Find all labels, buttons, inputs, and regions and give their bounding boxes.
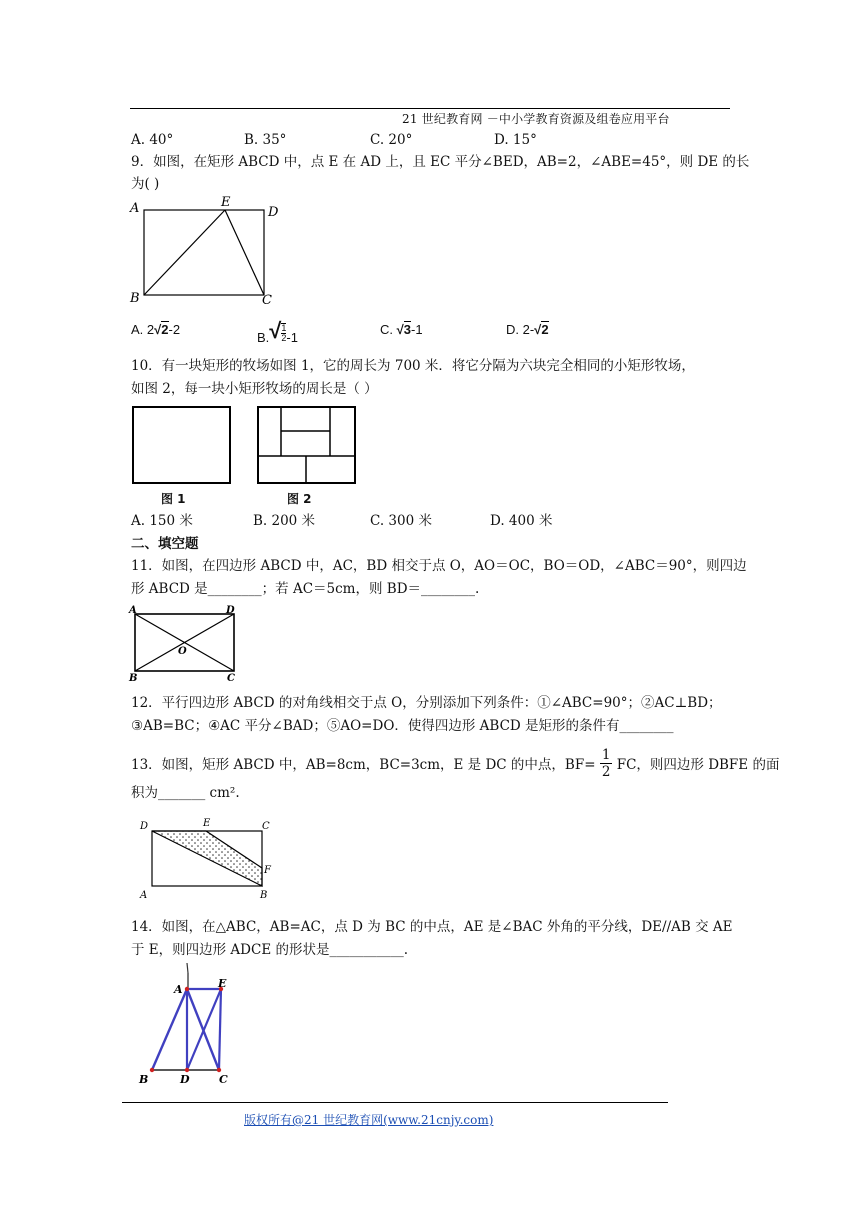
q10-option-b: B. 200 米: [253, 513, 316, 529]
sqrt-icon: √: [154, 322, 162, 337]
q9-option-c-tail: -1: [411, 322, 423, 337]
q9-option-d-prefix: D. 2-: [506, 322, 535, 337]
q11-label-c: C: [227, 673, 235, 683]
q9-label-a: A: [130, 201, 140, 216]
q13-text-part1: 13．如图，矩形 ABCD 中，AB=8cm，BC=3cm，E 是 DC 的中点，BF=: [131, 757, 596, 773]
q10-option-d: D. 400 米: [490, 513, 553, 529]
q13-figure-rectangle: [136, 814, 276, 900]
q10-option-c: C. 300 米: [370, 513, 432, 529]
q8-option-a: A. 40°: [131, 132, 174, 148]
q8-option-d: D. 15°: [494, 132, 537, 148]
q11-label-o: O: [178, 646, 187, 657]
q13-label-a: A: [140, 890, 148, 900]
q13-text-line2: 积为_______ cm².: [131, 785, 240, 801]
q10-text-line1: 10．有一块矩形的牧场如图 1，它的周长为 700 米．将它分隔为六块完全相同的小矩形牧场，: [131, 358, 695, 374]
q9-option-b-tail: -1: [286, 330, 298, 345]
q11-label-a: A: [129, 605, 137, 616]
header-site: 21 世纪教育网 －中小学教育资源及组卷应用平台: [402, 112, 670, 126]
q14-text-line1: 14．如图，在△ABC，AB=AC，点 D 为 BC 的中点，AE 是∠BAC 外角的平分线，DE//AB 交 AE: [131, 919, 733, 935]
q14-figure-triangle: [130, 963, 240, 1088]
q13-label-e: E: [203, 818, 211, 829]
q10-fig2-caption: 图 2: [287, 492, 312, 506]
sqrt-icon: √: [534, 322, 542, 337]
q10-figure-1: [130, 404, 234, 486]
q9-option-b: [257, 314, 298, 343]
q9-figure-rectangle: [126, 194, 286, 306]
q8-option-b: B. 35°: [244, 132, 287, 148]
q12-text-line1: 12．平行四边形 ABCD 的对角线相交于点 O，分别添加下列条件：①∠ABC=90°；②AC⊥BD；: [131, 695, 722, 711]
q9-option-d: [506, 322, 549, 337]
q13-text-part2: FC，则四边形 DBFE 的面: [616, 757, 780, 773]
q9-label-e: E: [221, 195, 231, 210]
q9-text-line1: 9．如图，在矩形 ABCD 中，点 E 在 AD 上，且 EC 平分∠BED，AB=2，∠ABE=45°，则 DE 的长: [131, 154, 750, 170]
q13-label-b: B: [260, 890, 268, 900]
q9-label-b: B: [130, 291, 140, 306]
q9-option-b-den: 2: [281, 332, 287, 343]
q13-label-f: F: [264, 865, 271, 876]
q9-option-b-prefix: B.: [257, 330, 270, 345]
q14-label-d: D: [180, 1073, 190, 1086]
q13-label-c: C: [262, 821, 270, 832]
q9-option-a-tail: -2: [168, 322, 181, 337]
q10-fig1-caption: 图 1: [161, 492, 186, 506]
q13-label-d: D: [140, 821, 149, 832]
q9-label-c: C: [262, 293, 272, 306]
q13-fraction: [600, 747, 613, 780]
footer-rule: [122, 1102, 668, 1103]
q8-option-c: C. 20°: [370, 132, 413, 148]
q14-label-e: E: [218, 977, 227, 990]
q9-option-a: [131, 322, 180, 337]
q13-frac-den: 2: [601, 764, 611, 780]
q9-option-c-root: 3: [403, 322, 411, 337]
header-rule: [130, 108, 730, 109]
q14-label-b: B: [139, 1073, 149, 1086]
q11-label-b: B: [129, 673, 138, 683]
q10-option-a: A. 150 米: [131, 513, 193, 529]
q11-text-line1: 11．如图，在四边形 ABCD 中，AC，BD 相交于点 O，AO＝OC，BO＝OD，∠ABC＝90°，则四边: [131, 558, 747, 574]
q9-option-a-root: 2: [161, 322, 169, 337]
q13-frac-num: 1: [601, 747, 611, 763]
q13-text-line1: [131, 749, 779, 782]
footer-copyright-link[interactable]: 版权所有@21 世纪教育网(www.21cnjy.com): [244, 1113, 494, 1127]
q11-label-d: D: [226, 605, 235, 616]
q9-option-d-root: 2: [541, 322, 549, 337]
sqrt-icon: √: [396, 322, 404, 337]
q14-label-a: A: [174, 983, 183, 996]
q9-option-c: [380, 322, 423, 337]
sqrt-icon: √: [269, 318, 282, 343]
q9-text-line2: 为( ): [131, 176, 160, 192]
q14-text-line2: 于 E，则四边形 ADCE 的形状是___________.: [131, 942, 409, 958]
q9-option-a-prefix: A. 2: [131, 322, 155, 337]
q11-text-line2: 形 ABCD 是________；若 AC＝5cm，则 BD＝________.: [131, 581, 480, 597]
section-fill-blank-title: 二、填空题: [131, 536, 199, 552]
q9-option-c-prefix: C.: [380, 322, 393, 337]
q14-label-c: C: [219, 1073, 228, 1086]
q12-text-line2: ③AB=BC；④AC 平分∠BAD；⑤AO=DO．使得四边形 ABCD 是矩形的条件有________: [131, 718, 674, 734]
q9-label-d: D: [268, 205, 279, 220]
q9-option-b-num: 1: [281, 322, 287, 333]
q11-figure-rectangle: [126, 603, 244, 683]
q10-text-line2: 如图 2，每一块小矩形牧场的周长是（ ）: [131, 381, 378, 397]
q10-figure-2: [255, 404, 359, 486]
